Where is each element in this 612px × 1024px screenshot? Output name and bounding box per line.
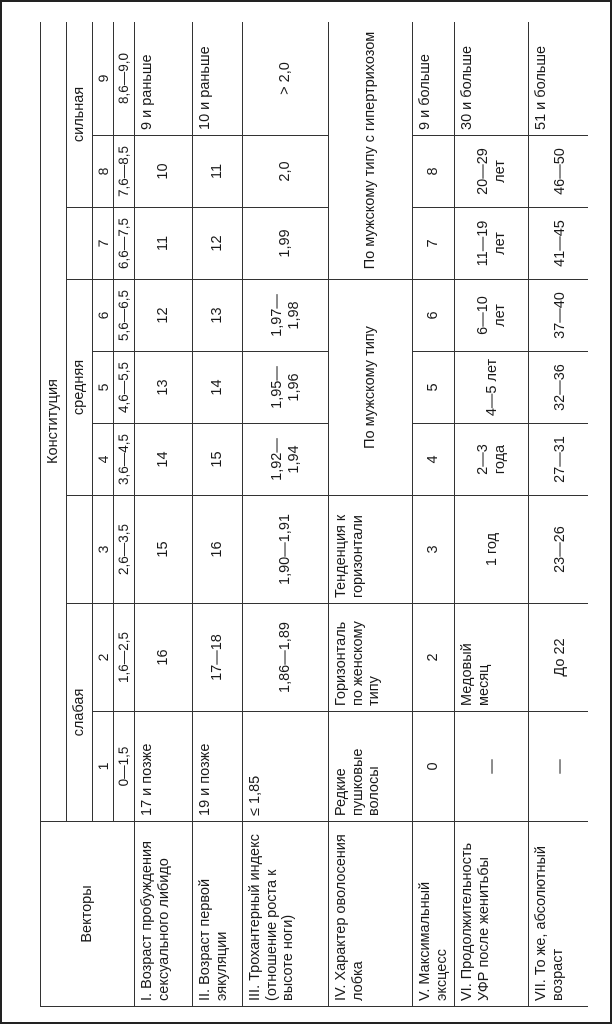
table-cell: 8 [413,136,455,208]
table-cell: 11 [193,136,243,208]
table-row [135,22,193,1007]
vector-label: VII. То же, абсолютный возраст [529,822,588,1007]
table-cell: 4—5 лет [455,352,529,424]
table-cell: 15 [193,424,243,496]
table-cell: 16 [193,496,243,604]
table-cell: 4 [413,424,455,496]
column-number: 8 [93,136,114,208]
table-row [243,22,329,1007]
vector-label: I. Возраст пробуждения сексуального либидо [135,822,193,1007]
table-cell: По мужскому типу с гипертрихозом [329,22,413,280]
table-cell: 20—29 лет [455,136,529,208]
table-cell: — [529,712,588,822]
group-medium-header: средняя [67,280,93,496]
table-cell: 11—19 лет [455,208,529,280]
table-cell: 16 [135,604,193,712]
table-cell: 9 и больше [413,22,455,136]
table-cell: 46—50 [529,136,588,208]
table-cell: 10 и раньше [193,22,243,136]
vector-label: V. Максимальный эксцесс [413,822,455,1007]
column-number: 2 [93,604,114,712]
table-cell: 5 [413,352,455,424]
table-cell: Редкие пушковые волосы [329,712,413,822]
vector-label: VI. Продолжительность УФР после женитьбы [455,822,529,1007]
table-cell: 1,86—1,89 [243,604,329,712]
table-cell: По мужскому типу [329,280,413,496]
table-cell: 41—45 [529,208,588,280]
table-cell: 30 и больше [455,22,529,136]
table-cell: ≤ 1,85 [243,712,329,822]
constitution-table [40,22,588,1007]
column-range: 7,6—8,5 [114,136,135,208]
table-cell: 9 и раньше [135,22,193,136]
table-cell: 2—3 года [455,424,529,496]
table-cell: До 22 [529,604,588,712]
table-cell: 12 [135,280,193,352]
column-range: 1,6—2,5 [114,604,135,712]
table-cell: Горизонталь по женскому типу [329,604,413,712]
table-cell: 1,97—1,98 [243,280,329,352]
column-number: 4 [93,424,114,496]
table-cell: 13 [135,352,193,424]
column-number: 7 [93,208,114,280]
table-cell: Медовый месяц [455,604,529,712]
table-row [193,22,243,1007]
group-weak-header: слабая [67,604,93,822]
table-cell: — [455,712,529,822]
table-cell: 13 [193,280,243,352]
column-range: 0—1,5 [114,712,135,822]
vector-label: IV. Характер оволосения лобка [329,822,413,1007]
column-range: 8,6—9,0 [114,22,135,136]
column-range: 3,6—4,5 [114,424,135,496]
column-range: 6,6—7,5 [114,208,135,280]
table-row [413,22,455,1007]
table-row [529,22,588,1007]
column-number: 6 [93,280,114,352]
column-range: 4,6—5,5 [114,352,135,424]
table-cell: 10 [135,136,193,208]
table-cell: 6 [413,280,455,352]
column-number: 3 [93,496,114,604]
table-cell: 15 [135,496,193,604]
table-row [455,22,529,1007]
vectors-header: Векторы [41,822,135,1007]
table-cell: 1,92—1,94 [243,424,329,496]
column-range: 2,6—3,5 [114,496,135,604]
table-cell: 14 [193,352,243,424]
table-cell: 12 [193,208,243,280]
table-cell: 37—40 [529,280,588,352]
rotated-table-area [40,22,588,1007]
column-number: 9 [93,22,114,136]
table-cell: 1,99 [243,208,329,280]
table-cell: 2,0 [243,136,329,208]
vector-label: II. Возраст первой эякуляции [193,822,243,1007]
table-cell: 1 год [455,496,529,604]
table-rotator [40,22,588,1007]
table-cell: 0 [413,712,455,822]
column-number: 5 [93,352,114,424]
table-cell: 3 [413,496,455,604]
column-range: 5,6—6,5 [114,280,135,352]
table-cell: 14 [135,424,193,496]
table-cell: 1,95—1,96 [243,352,329,424]
table-cell: Тенденция к горизонтали [329,496,413,604]
constitution-header: Конституция [41,22,67,822]
table-cell: 17—18 [193,604,243,712]
vector-label: III. Трохантерный индекс (отношение роста к высоте ноги) [243,822,329,1007]
table-cell: 1,90—1,91 [243,496,329,604]
table-row [329,22,413,1007]
table-cell: 27—31 [529,424,588,496]
table-cell: 11 [135,208,193,280]
table-cell: 23—26 [529,496,588,604]
table-cell: 7 [413,208,455,280]
table-cell: 6—10 лет [455,280,529,352]
table-cell: 32—36 [529,352,588,424]
table-cell: 2 [413,604,455,712]
table-cell: 19 и позже [193,712,243,822]
table-cell: > 2,0 [243,22,329,136]
group-strong-header: сильная [67,22,93,208]
table-cell: 17 и позже [135,712,193,822]
column-number: 1 [93,712,114,822]
table-cell: 51 и больше [529,22,588,136]
